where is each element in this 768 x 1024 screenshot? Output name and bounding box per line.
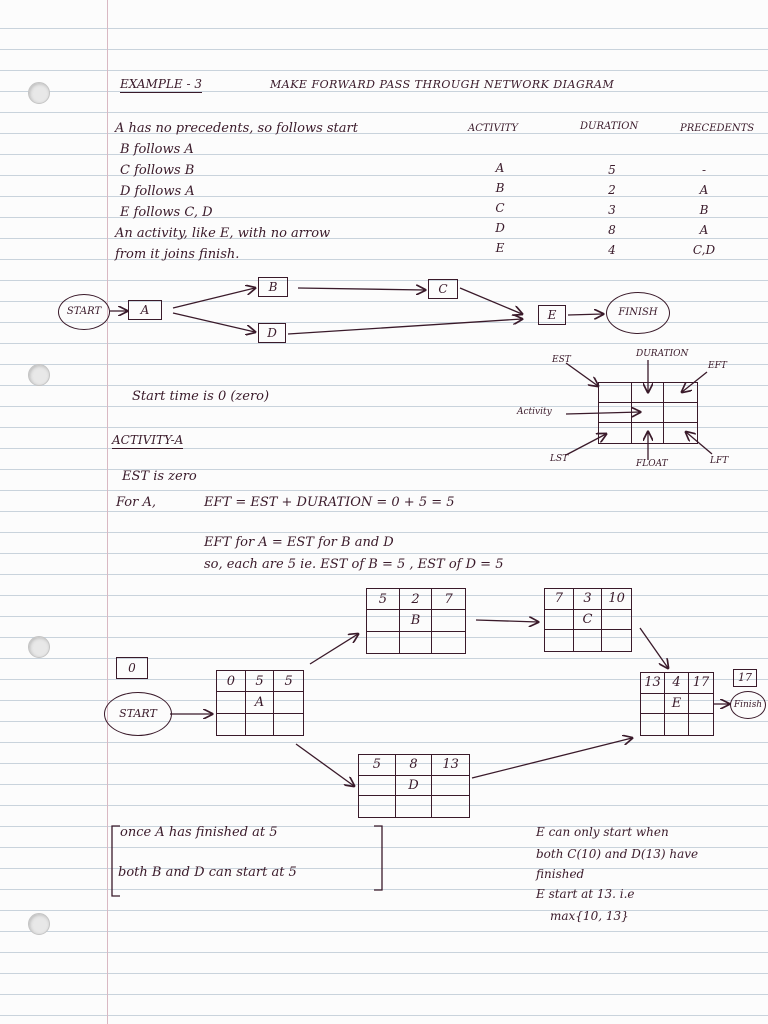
punch-hole (28, 82, 50, 104)
table-cell-duration: 4 (608, 243, 616, 257)
note-line: from it joins finish. (115, 247, 240, 262)
legend-float-label: FLOAT (636, 459, 668, 469)
table-header-duration: DURATION (580, 121, 639, 132)
note-left-line: once A has finished at 5 (120, 825, 278, 840)
legend-duration-label: DURATION (636, 349, 689, 359)
network-node-e: E (538, 305, 566, 325)
table-column-precedents (684, 160, 724, 260)
note-right-line: E start at 13. i.e (536, 887, 635, 901)
node-e-duration: 4 (665, 673, 689, 694)
table-cell-activity: A (495, 161, 505, 175)
node-e-eft: 17 (689, 673, 713, 694)
eft-for-a-text: EFT for A = EST for B and D (204, 535, 394, 550)
table-cell-duration: 5 (608, 163, 616, 177)
legend-lst-label: LST (550, 454, 569, 464)
legend-est-label: EST (552, 355, 571, 365)
eft-formula-text: EFT = EST + DURATION = 0 + 5 = 5 (204, 495, 455, 510)
node-d-est: 5 (359, 755, 396, 776)
node-c-name: C (574, 610, 603, 631)
activity-node-a (216, 670, 304, 736)
activity-node-d (358, 754, 470, 818)
start-time-text: Start time is 0 (zero) (132, 389, 270, 404)
network-node-c: C (428, 279, 458, 299)
activity-a-heading: ACTIVITY-A (112, 433, 184, 447)
node-d-name: D (396, 776, 433, 797)
node-b-duration: 2 (400, 589, 433, 610)
node-e-name: E (665, 694, 689, 715)
margin-line (107, 0, 108, 1024)
table-cell-activity: C (495, 201, 505, 215)
node-e-est: 13 (641, 673, 665, 694)
example-heading: EXAMPLE - 3 (120, 77, 202, 91)
note-right-line: E can only start when (536, 825, 669, 839)
note-line: A has no precedents, so follows start (115, 121, 358, 136)
punch-hole (28, 913, 50, 935)
note-line: An activity, like E, with no arrow (115, 226, 331, 241)
network-node-d: D (258, 323, 286, 343)
node-b-est: 5 (367, 589, 400, 610)
node-c-est: 7 (545, 589, 574, 610)
table-cell-precedents: B (699, 203, 709, 217)
node-d-eft: 13 (432, 755, 469, 776)
table-cell-precedents: A (699, 223, 709, 237)
network-start-node: START (58, 294, 110, 330)
legend-activity-label: Activity (517, 407, 552, 417)
table-cell-duration: 8 (608, 223, 616, 237)
table-cell-precedents: - (701, 163, 707, 177)
activity-node-e (640, 672, 714, 736)
forward-start-node: START (104, 692, 172, 736)
note-line: C follows B (120, 163, 195, 178)
note-line: E follows C, D (120, 205, 213, 220)
note-right-line: both C(10) and D(13) have (536, 847, 699, 861)
legend-lft-label: LFT (710, 456, 729, 466)
table-column-duration (592, 160, 632, 260)
finish-time-box: 17 (733, 669, 757, 687)
node-a-est: 0 (217, 671, 246, 692)
node-c-duration: 3 (574, 589, 603, 610)
table-cell-duration: 3 (608, 203, 616, 217)
legend-node-grid (598, 382, 698, 444)
punch-hole (28, 364, 50, 386)
table-header-activity: ACTIVITY (468, 123, 518, 134)
note-line: D follows A (120, 184, 195, 199)
for-a-text: For A, (116, 495, 157, 510)
legend-eft-label: EFT (708, 361, 727, 371)
node-a-eft: 5 (274, 671, 303, 692)
table-cell-precedents: A (699, 183, 709, 197)
table-column-activity (480, 158, 520, 258)
table-cell-activity: E (495, 241, 505, 255)
est-zero-text: EST is zero (122, 469, 197, 484)
est-each-text: so, each are 5 ie. EST of B = 5 , EST of D = 5 (204, 557, 504, 572)
note-right-line: finished (536, 867, 585, 881)
table-cell-activity: B (495, 181, 505, 195)
forward-finish-node: Finish (730, 691, 766, 719)
table-cell-precedents: C,D (692, 243, 716, 257)
activity-node-b (366, 588, 466, 654)
node-c-eft: 10 (602, 589, 631, 610)
note-line: B follows A (120, 142, 194, 157)
note-right-line: max{10, 13} (550, 909, 629, 923)
punch-hole (28, 636, 50, 658)
node-d-duration: 8 (396, 755, 433, 776)
table-cell-activity: D (495, 221, 505, 235)
network-finish-node: FINISH (606, 292, 670, 334)
table-cell-duration: 2 (608, 183, 616, 197)
activity-node-c (544, 588, 632, 652)
node-b-name: B (400, 610, 433, 631)
network-node-a: A (128, 300, 162, 320)
node-a-name: A (246, 692, 275, 713)
network-node-b: B (258, 277, 288, 297)
table-header-precedents: PRECEDENTS (680, 123, 755, 134)
start-time-box: 0 (116, 657, 148, 679)
node-a-duration: 5 (246, 671, 275, 692)
note-left-line: both B and D can start at 5 (118, 865, 297, 880)
node-b-eft: 7 (432, 589, 465, 610)
page-title: MAKE FORWARD PASS THROUGH NETWORK DIAGRAM (270, 78, 615, 91)
